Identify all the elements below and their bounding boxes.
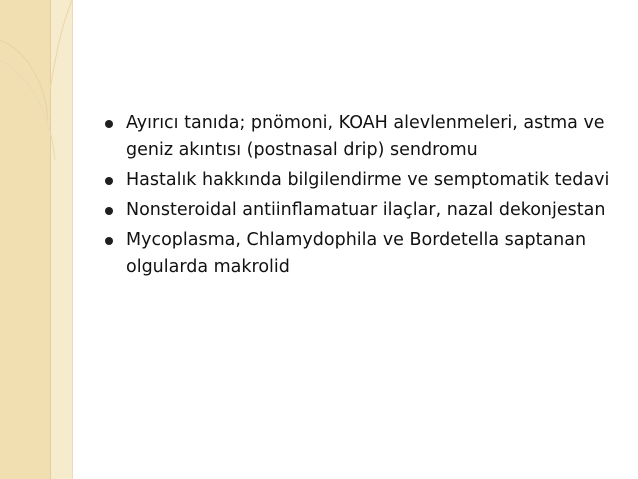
- bullet-item: [104, 197, 619, 224]
- band-divider-line: [72, 0, 73, 479]
- bullet-text: Mycoplasma, Chlamydophila ve Bordetella saptanan olgularda makrolid: [126, 230, 587, 277]
- bullet-item: [104, 167, 619, 194]
- bullet-icon: [105, 237, 113, 245]
- bullet-item: [104, 110, 619, 164]
- bullet-icon: [105, 120, 113, 128]
- decorative-curves: [0, 0, 72, 479]
- bullet-list: [104, 110, 619, 284]
- bullet-icon: [105, 177, 113, 185]
- bullet-text: Hastalık hakkında bilgilendirme ve semptomatik tedavi: [126, 170, 610, 190]
- bullet-text: Nonsteroidal antiinflamatuar ilaçlar, nazal dekonjestan: [126, 200, 606, 220]
- bullet-item: [104, 227, 619, 281]
- bullet-icon: [105, 207, 113, 215]
- bullet-text: Ayırıcı tanıda; pnömoni, KOAH alevlenmeleri, astma ve geniz akıntısı (postnasal drip) sendromu: [126, 113, 605, 160]
